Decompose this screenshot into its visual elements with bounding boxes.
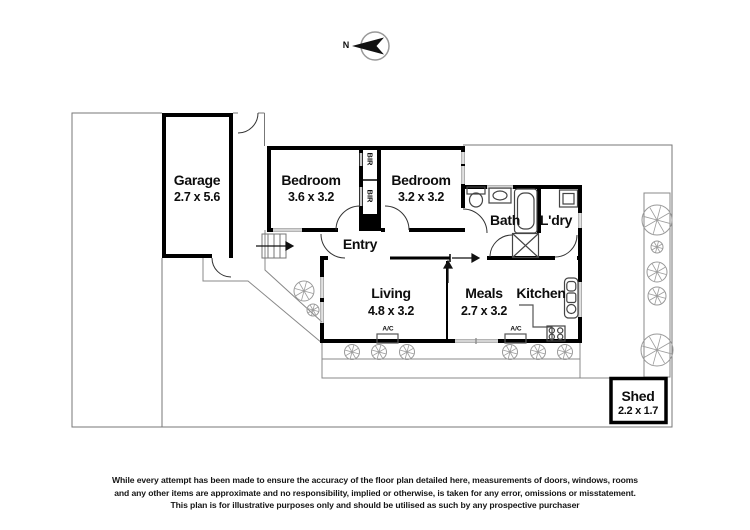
disclaimer-line-3: This plan is for illustrative purposes only and should be utilised as such by any prospective purchaser <box>170 500 580 510</box>
entry-label: Entry <box>342 236 378 252</box>
garage-rear-door-arc <box>212 258 231 277</box>
fixtures <box>377 187 578 343</box>
yard-paths <box>203 193 670 378</box>
bedroom2-label: Bedroom <box>391 172 451 188</box>
disclaimer-line-2: and any other items are approximate and no responsibility, implied or otherwise, is taken for any error, omissions or misstatement. <box>114 487 636 498</box>
compass-icon <box>352 32 389 60</box>
bedroom1-door-arc <box>336 206 360 230</box>
living-dims: 4.8 x 3.2 <box>368 304 414 318</box>
oven-tower <box>565 278 579 318</box>
living-label: Living <box>371 285 411 301</box>
front-door-arc <box>321 234 345 258</box>
bir-bottom-label: BIR <box>365 189 375 203</box>
meals-label: Meals <box>465 285 503 301</box>
vanity-sink <box>489 188 511 203</box>
bath-door-arc <box>463 209 487 233</box>
bir-wall-fill <box>359 214 381 231</box>
bedroom1-label: Bedroom <box>281 172 341 188</box>
garage-label: Garage <box>173 172 221 188</box>
bedroom1-dims: 3.6 x 3.2 <box>288 190 334 204</box>
laundry-door-arc <box>555 235 577 257</box>
side-gate-arc <box>238 113 258 133</box>
kitchen-label: Kitchen <box>516 285 566 301</box>
shower <box>513 234 539 258</box>
shed-label: Shed <box>621 388 655 404</box>
laundry-label: L'dry <box>539 212 573 228</box>
meals-dims: 2.7 x 3.2 <box>461 304 507 318</box>
disclaimer-text <box>0 474 750 512</box>
stove-cooktop <box>547 326 565 341</box>
bir-top-label: BIR <box>365 152 375 166</box>
laundry-trough <box>560 190 578 207</box>
compass-north-label: N <box>342 40 350 50</box>
toilet <box>467 187 485 207</box>
ac-meals-label: A/C <box>510 325 522 333</box>
disclaimer-line-1: While every attempt has been made to ensure the accuracy of the floor plan detailed here, measurements of doors, windows, rooms <box>112 475 638 485</box>
shed-dims: 2.2 x 1.7 <box>617 405 659 417</box>
bedroom2-door-arc <box>385 206 409 230</box>
bath-inner-door-arc <box>490 235 512 257</box>
ac-living-label: A/C <box>382 325 394 333</box>
bath-label: Bath <box>490 212 520 228</box>
garage-dims: 2.7 x 5.6 <box>174 190 220 204</box>
bedroom2-dims: 3.2 x 3.2 <box>398 190 444 204</box>
door-arcs <box>212 113 577 277</box>
